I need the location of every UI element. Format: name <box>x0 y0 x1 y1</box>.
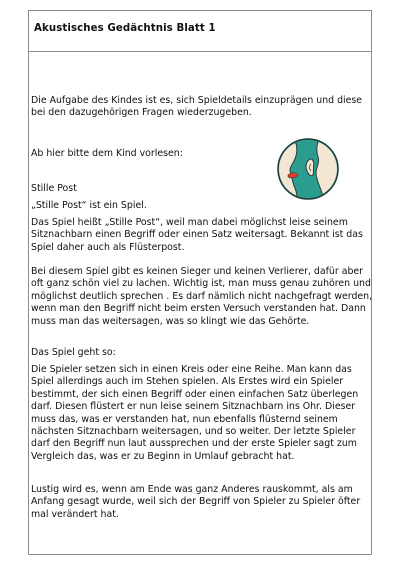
whisper-icon <box>276 137 340 201</box>
rules-heading: Das Spiel geht so: <box>31 347 116 358</box>
game-heading: Stille Post <box>31 183 77 194</box>
game-quote: „Stille Post“ ist ein Spiel. <box>31 200 147 211</box>
paragraph-no-winner: Bei diesem Spiel gibt es keinen Sieger und keinen Verlierer, dafür aber oft ganz schön viel zu lachen. Wichtig ist, man muss genau zuhören und möglichst deutlich sprechen . Es darf nämlich nicht nachgefragt werden, wenn man den Begriff nicht beim ersten Versuch verstanden hat. Dann muss man das weitersagen, was so klingt wie das Gehörte. <box>31 266 373 327</box>
paragraph-fun: Lustig wird es, wenn am Ende was ganz Anderes rauskommt, als am Anfang gesagt wurde, weil sich der Begriff von Spieler zu Spieler öfter mal verändert hat. <box>31 484 361 520</box>
paragraph-rules: Die Spieler setzen sich in einen Kreis oder eine Reihe. Man kann das Spiel allerdings auch im Stehen spielen. Als Erstes wird ein Spieler bestimmt, der sich einen Begriff oder einen einfachen Satz überlegen darf. Diesen flüstert er nun leise seinem Sitznachbarn ins Ohr. Dieser muss das, was er verstanden hat, nun ebenfalls flüsternd seinem nächsten Sitznachbarn weitersagen, und so weiter. Der letzte Spieler darf den Begriff nun laut aussprechen und der erste Spieler sagt zum Vergleich das, was er zu Beginn in Umlauf gebracht hat. <box>31 364 359 462</box>
intro-paragraph: Die Aufgabe des Kindes ist es, sich Spieldetails einzuprägen und diese bei den dazugehörigen Fragen wiederzugeben. <box>31 95 363 119</box>
worksheet-frame <box>28 10 372 555</box>
title-bar <box>29 11 371 52</box>
page-title: Akustisches Gedächtnis Blatt 1 <box>34 23 216 34</box>
paragraph-name-origin: Das Spiel heißt „Stille Post“, weil man dabei möglichst leise seinem Sitznachbarn einen Begriff oder einen Satz weitersagt. Bekannt ist das Spiel daher auch als Flüsterpost. <box>31 217 363 253</box>
read-aloud-note: Ab hier bitte dem Kind vorlesen: <box>31 148 183 159</box>
